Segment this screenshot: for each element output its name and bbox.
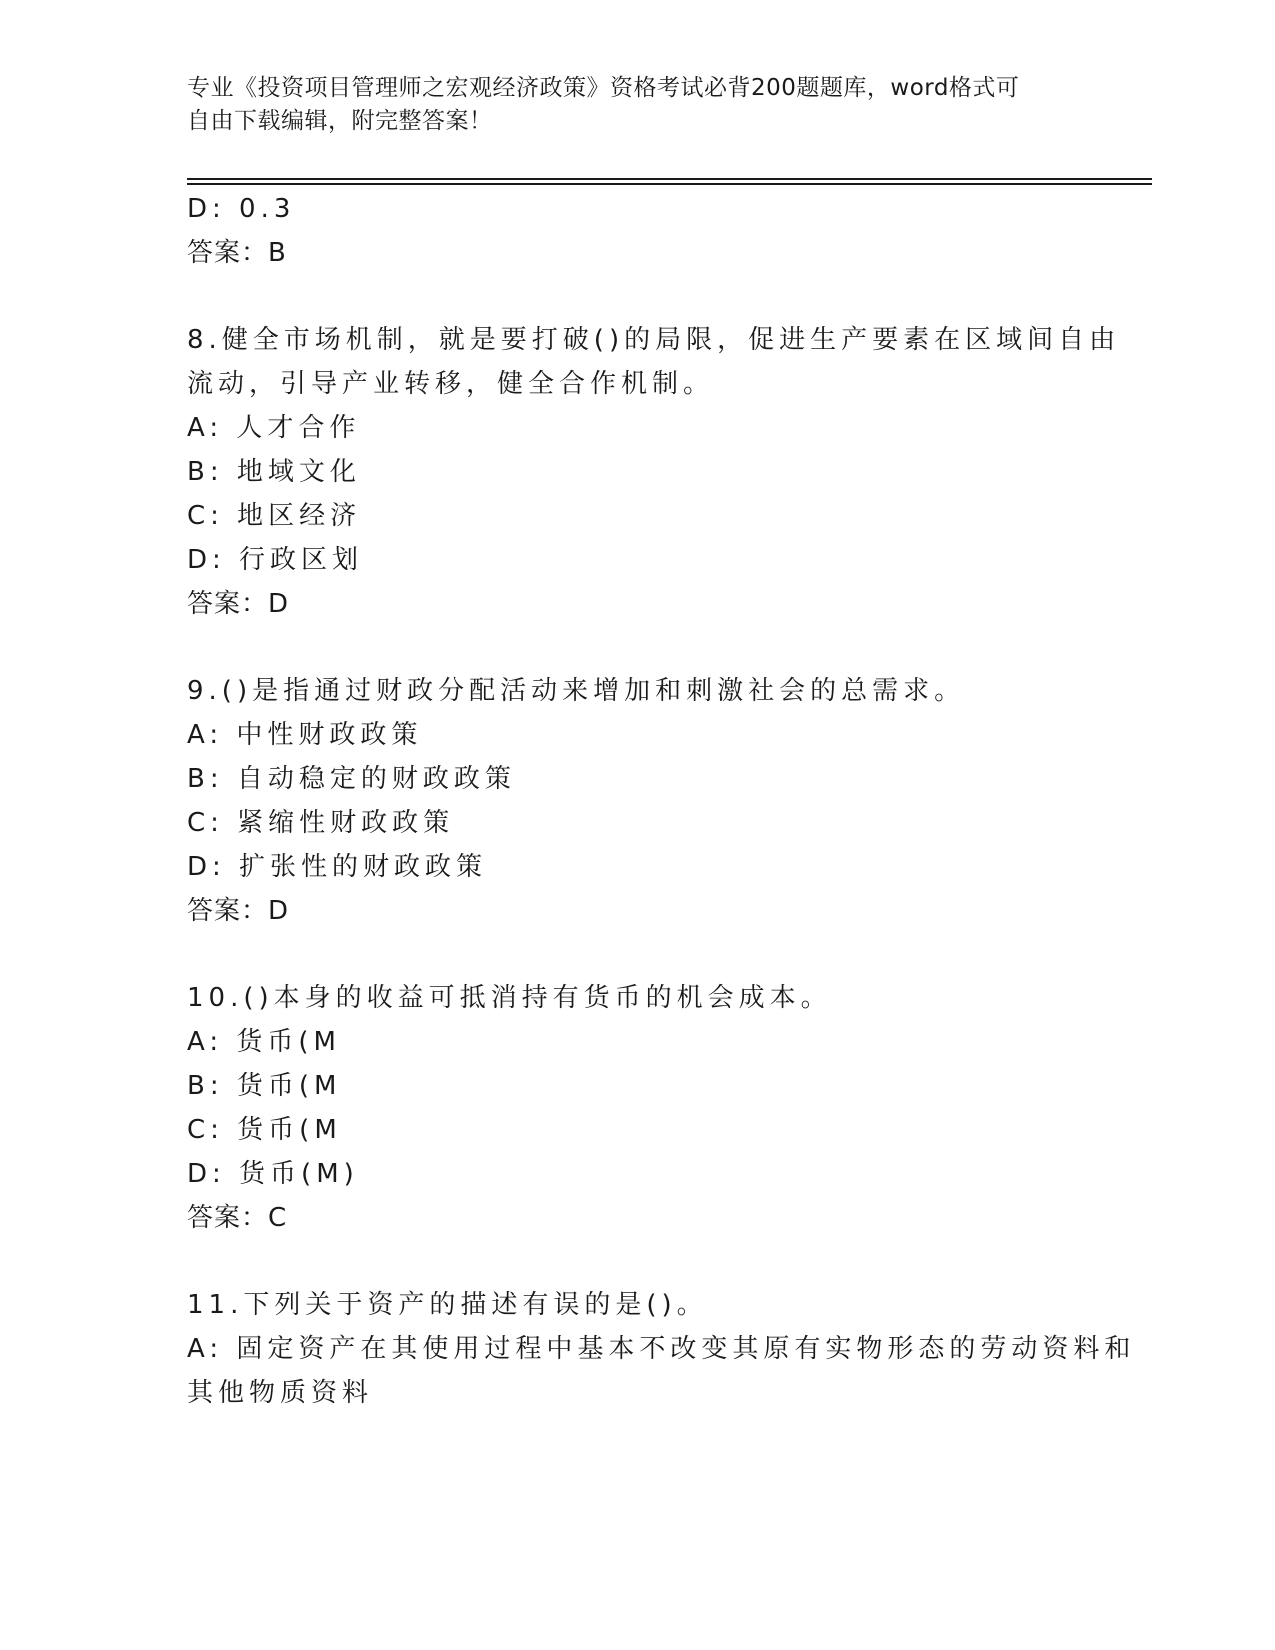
q11-option-a-line2: 其他物质资料 [187, 1378, 374, 1408]
q8-option-a: A: 人才合作 [187, 413, 361, 443]
header-divider-top [187, 178, 1152, 180]
header-divider-bottom [187, 183, 1152, 185]
q8-option-b: B: 地域文化 [187, 457, 361, 487]
q10-option-c: C: 货币(M [187, 1115, 342, 1145]
q9-option-d: D: 扩张性的财政政策 [187, 852, 488, 882]
q10-answer: 答案：C [187, 1203, 288, 1233]
q10-option-b: B: 货币(M [187, 1071, 342, 1101]
q10-option-d: D: 货币(M) [187, 1159, 359, 1189]
q11-text-line1: 11.下列关于资产的描述有误的是()。 [187, 1290, 708, 1320]
q8-text-line1: 8.健全市场机制，就是要打破()的局限，促进生产要素在区域间自由 [187, 325, 1121, 355]
q9-option-b: B: 自动稳定的财政政策 [187, 764, 516, 794]
q8-option-c: C: 地区经济 [187, 501, 362, 531]
document-header: 专业《投资项目管理师之宏观经济政策》资格考试必背200题题库，word格式可 自由下载编辑，附完整答案！ [187, 75, 1020, 134]
q10-text-line1: 10.()本身的收益可抵消持有货币的机会成本。 [187, 983, 832, 1013]
prev-answer: 答案：B [187, 238, 287, 268]
q9-answer: 答案：D [187, 896, 290, 926]
q9-option-a: A: 中性财政政策 [187, 720, 423, 750]
q10-option-a: A: 货币(M [187, 1027, 341, 1057]
q9-option-c: C: 紧缩性财政政策 [187, 808, 455, 838]
prev-option-d: D: 0.3 [187, 194, 296, 224]
q8-option-d: D: 行政区划 [187, 545, 364, 575]
q8-text-line2: 流动，引导产业转移，健全合作机制。 [187, 369, 715, 399]
q8-answer: 答案：D [187, 589, 290, 619]
q9-text-line1: 9.()是指通过财政分配活动来增加和刺激社会的总需求。 [187, 676, 966, 706]
q11-option-a-line1: A: 固定资产在其使用过程中基本不改变其原有实物形态的劳动资料和 [187, 1334, 1136, 1364]
